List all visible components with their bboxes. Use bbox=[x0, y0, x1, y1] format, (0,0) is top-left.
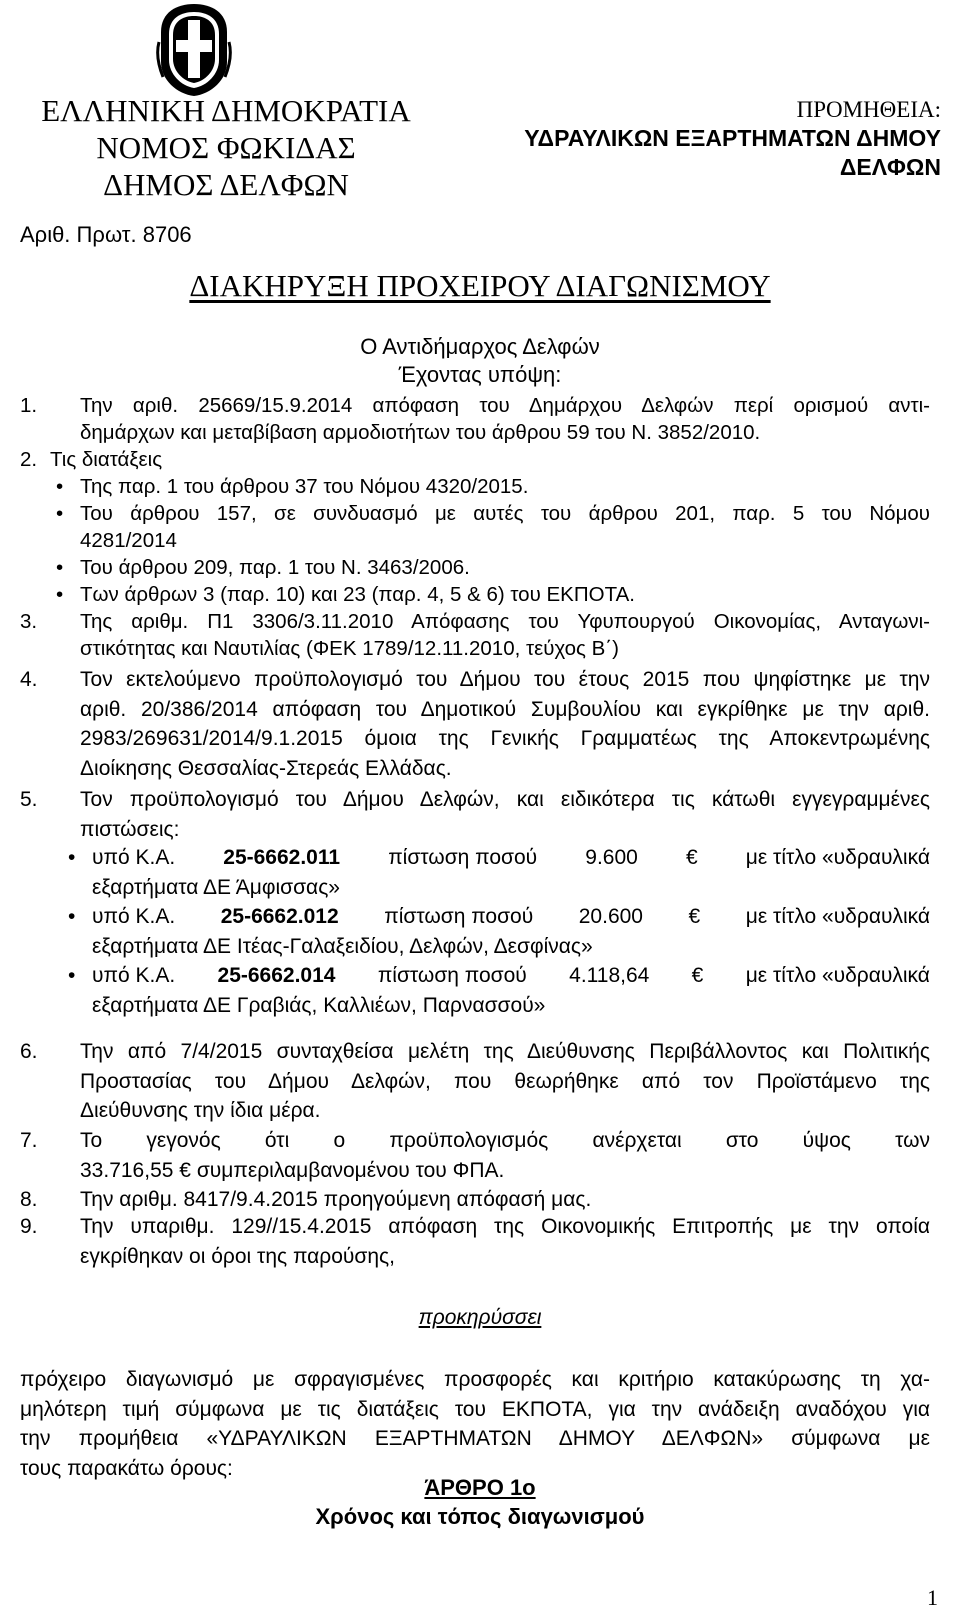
credit-item: • υπό Κ.Α. 25-6662.011 πίστωση ποσού 9.600 € με τίτλο «υδραυλικά bbox=[92, 843, 930, 873]
item-text: Το γεγονός ότι ο προϋπολογισμός ανέρχεται στο ύψος των bbox=[80, 1129, 930, 1152]
list-item: • Του άρθρου 209, παρ. 1 του Ν. 3463/2006. bbox=[80, 554, 930, 581]
procurement-subject bbox=[470, 95, 941, 182]
item-number: 3. bbox=[20, 610, 38, 633]
list-item bbox=[20, 1185, 930, 1215]
account-code: 25-6662.011 bbox=[223, 846, 341, 869]
item-text: Την υπαριθμ. 129//15.4.2015 απόφαση της Οικονομικής Επιτροπής με την οποία bbox=[80, 1215, 930, 1238]
list-item bbox=[20, 392, 930, 446]
item-number: 5. bbox=[20, 788, 38, 811]
item-text: εγκρίθηκαν οι όροι της παρούσης, bbox=[80, 1244, 395, 1268]
paragraph-line: την προμήθεια «ΥΔΡΑΥΛΙΚΩΝ ΕΞΑΡΤΗΜΑΤΩΝ ΔΗΜΟΥ ΔΕΛΦΩΝ» σύμφωνα με bbox=[20, 1427, 930, 1450]
proclaims-label: προκηρύσσει bbox=[418, 1306, 542, 1329]
amount: 20.600 bbox=[578, 905, 643, 928]
list-item bbox=[20, 1037, 930, 1126]
protocol-number: Αριθ. Πρωτ. 8706 bbox=[20, 222, 192, 247]
list-item: • Της παρ. 1 του άρθρου 37 του Νόμου 4320/2015. bbox=[80, 473, 930, 500]
credit-title: εξαρτήματα ΔΕ Άμφισσας» bbox=[92, 875, 340, 899]
country-name: ΕΛΛΗΝΙΚΗ ΔΗΜΟΚΡΑΤΙΑ bbox=[41, 93, 411, 128]
deputy-mayor: Ο Αντιδήμαρχος Δελφών bbox=[360, 334, 600, 359]
item-text: Διεύθυνσης την ίδια μέρα. bbox=[80, 1099, 321, 1122]
article-title: ΆΡΘΡΟ 1ο bbox=[424, 1475, 536, 1500]
item-text: Της αριθμ. Π1 3306/3.11.2010 Απόφασης του Υφυπουργού Οικονομίας, Ανταγωνι- bbox=[80, 610, 930, 633]
credit-list bbox=[92, 843, 930, 1020]
bullet-list bbox=[80, 473, 930, 608]
item-number: 4. bbox=[20, 668, 38, 691]
municipality-name: ΔΗΜΟΣ ΔΕΛΦΩΝ bbox=[103, 167, 349, 202]
document-title: ΔΙΑΚΗΡΥΞΗ ΠΡΟΧΕΙΡΟΥ ΔΙΑΓΩΝΙΣΜΟΥ bbox=[189, 268, 771, 303]
credit-item: • υπό Κ.Α. 25-6662.014 πίστωση ποσού 4.118,64 € με τίτλο «υδραυλικά bbox=[92, 961, 930, 991]
list-item: • Των άρθρων 3 (παρ. 10) και 23 (παρ. 4, 5 & 6) του ΕΚΠΟΤΑ. bbox=[80, 581, 930, 608]
item-text: αριθ. 20/386/2014 απόφαση του Δημοτικού Συμβουλίου και εγκρίθηκε με την αριθ. bbox=[80, 697, 930, 721]
subject-line-1: ΥΔΡΑΥΛΙΚΩΝ ΕΞΑΡΤΗΜΑΤΩΝ ΔΗΜΟΥ bbox=[524, 125, 941, 151]
issuer-block bbox=[16, 92, 436, 203]
list-item bbox=[20, 665, 930, 783]
account-code: 25-6662.014 bbox=[217, 964, 336, 987]
item-text: 2983/269631/2014/9.1.2015 όμοια της Γενικής Γραμματέως της Αποκεντρωμένης bbox=[80, 727, 930, 750]
item-text: Την αριθμ. 8417/9.4.2015 προηγούμενη απόφασή μας. bbox=[80, 1188, 592, 1211]
credit-item: • υπό Κ.Α. 25-6662.012 πίστωση ποσού 20.600 € με τίτλο «υδραυλικά bbox=[92, 902, 930, 932]
item-text: Τον εκτελούμενο προϋπολογισμό του Δήμου του έτους 2015 που ψηφίστηκε με την bbox=[80, 668, 930, 691]
subject-label: ΠΡΟΜΗΘΕΙΑ: bbox=[796, 97, 941, 122]
item-number: 7. bbox=[20, 1129, 38, 1152]
item-text: Διοίκησης Θεσσαλίας-Στερεάς Ελλάδας. bbox=[80, 756, 452, 780]
euro-icon: € bbox=[685, 846, 698, 869]
item-text: Την αριθ. 25669/15.9.2014 απόφαση του Δημάρχου Δελφών περί ορισμού αντι- bbox=[80, 394, 930, 417]
item-number: 2. bbox=[20, 448, 38, 471]
item-text: Προστασίας του Δήμου Δελφών, που θεωρήθηκε από τον Προϊστάμενο της bbox=[80, 1069, 930, 1093]
list-item: • Του άρθρου 157, σε συνδυασμό με αυτές του άρθρου 201, παρ. 5 του Νόμου bbox=[80, 500, 930, 527]
item-text: 33.716,55 € συμπεριλαμβανομένου του ΦΠΑ. bbox=[80, 1158, 505, 1182]
prefecture-name: ΝΟΜΟΣ ΦΩΚΙΔΑΣ bbox=[96, 130, 356, 165]
subject-line-2: ΔΕΛΦΩΝ bbox=[839, 154, 941, 180]
item-text: Τον προϋπολογισμό του Δήμου Δελφών, και ειδικότερα τις κάτωθι εγγεγραμμένες bbox=[80, 788, 930, 811]
list-item bbox=[20, 1212, 930, 1271]
item-text: δημάρχων και μεταβίβαση αρμοδιοτήτων του άρθρου 59 του Ν. 3852/2010. bbox=[80, 421, 761, 444]
item-number: 6. bbox=[20, 1040, 38, 1063]
item-text: πιστώσεις: bbox=[80, 817, 180, 841]
amount: 9.600 bbox=[585, 846, 638, 869]
proclamation-paragraph bbox=[20, 1365, 930, 1483]
item-text: στικότητας και Ναυτιλίας (ΦΕΚ 1789/12.11.2010, τεύχος Β΄) bbox=[80, 637, 619, 660]
paragraph-line: πρόχειρο διαγωνισμό με σφραγισμένες προσφορές και κριτήριο κατακύρωσης τη χα- bbox=[20, 1368, 930, 1391]
article-subtitle: Χρόνος και τόπος διαγωνισμού bbox=[315, 1504, 645, 1529]
considering-label: Έχοντας υπόψη: bbox=[398, 362, 562, 387]
page-number: 1 bbox=[927, 1585, 938, 1610]
deputy-block bbox=[0, 333, 960, 389]
item-number: 9. bbox=[20, 1215, 38, 1238]
list-item bbox=[20, 608, 930, 662]
list-item bbox=[20, 446, 930, 473]
account-code: 25-6662.012 bbox=[220, 905, 339, 928]
credit-title: εξαρτήματα ΔΕ Ιτέας-Γαλαξειδίου, Δελφών, Δεσφίνας» bbox=[92, 934, 593, 958]
list-item-cont: 4281/2014 bbox=[80, 529, 177, 552]
euro-icon: € bbox=[688, 905, 701, 928]
item-number: 8. bbox=[20, 1188, 38, 1211]
paragraph-line: τους παρακάτω όρους: bbox=[20, 1456, 233, 1480]
item-text: Την από 7/4/2015 συνταχθείσα μελέτη της Διεύθυνσης Περιβάλλοντος και Πολιτικής bbox=[80, 1040, 930, 1063]
item-number: 1. bbox=[20, 394, 38, 417]
credit-title: εξαρτήματα ΔΕ Γραβιάς, Καλλιέων, Παρνασσού» bbox=[92, 993, 546, 1017]
paragraph-line: μηλότερη τιμή σύμφωνα με τις διατάξεις του ΕΚΠΟΤΑ, για την ανάδειξη αναδόχου για bbox=[20, 1397, 930, 1421]
item-text: Τις διατάξεις bbox=[50, 448, 163, 471]
amount: 33.716,55 bbox=[80, 1158, 174, 1182]
euro-icon: € bbox=[691, 964, 704, 987]
greek-coat-of-arms-icon bbox=[155, 2, 233, 98]
euro-icon: € bbox=[179, 1158, 191, 1182]
amount: 4.118,64 bbox=[569, 964, 650, 987]
list-item bbox=[20, 1126, 930, 1185]
list-item bbox=[20, 785, 930, 844]
